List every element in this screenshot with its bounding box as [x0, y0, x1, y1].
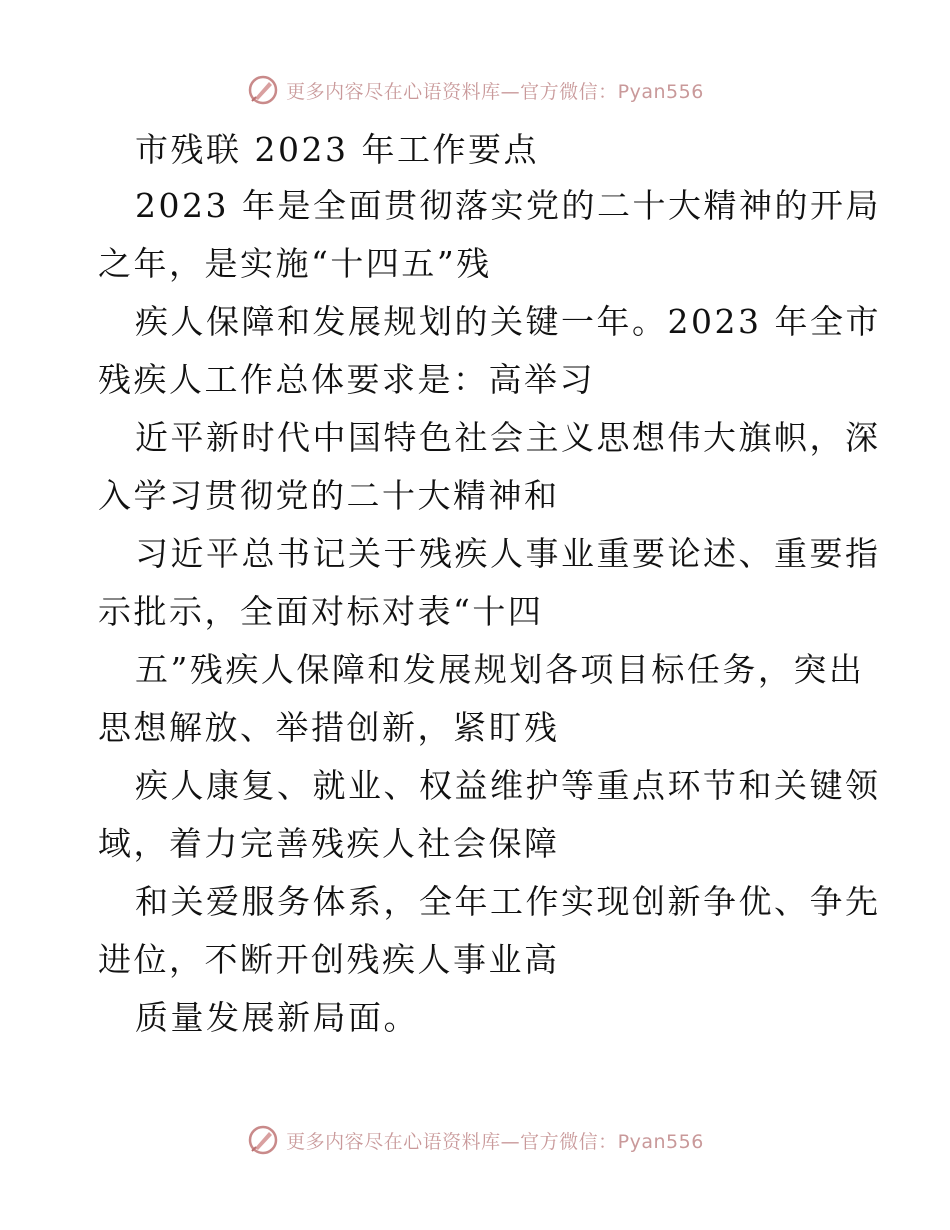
paragraph-line: 入学习贯彻党的二十大精神和 — [98, 476, 560, 515]
paragraph-line: 思想解放、举措创新，紧盯残 — [98, 708, 560, 747]
paragraph-line: 疾人康复、就业、权益维护等重点环节和关键领 — [135, 766, 881, 805]
document-title: 市残联 2023 年工作要点 — [135, 130, 539, 169]
paragraph-line: 五”残疾人保障和发展规划各项目标任务，突出 — [135, 650, 865, 689]
paragraph-line: 残疾人工作总体要求是：高举习 — [98, 360, 595, 399]
paragraph-line: 示批示，全面对标对表“十四 — [98, 592, 544, 631]
footer-watermark — [0, 1122, 950, 1158]
paragraph-line: 近平新时代中国特色社会主义思想伟大旗帜，深 — [135, 418, 881, 457]
quill-pen-logo-icon — [246, 1123, 280, 1157]
paragraph-line: 和关爱服务体系，全年工作实现创新争优、争先 — [135, 882, 881, 921]
paragraph-line: 习近平总书记关于残疾人事业重要论述、重要指 — [135, 534, 881, 573]
paragraph-line: 2023 年是全面贯彻落实党的二十大精神的开局 — [135, 186, 881, 225]
watermark-text: 更多内容尽在心语资料库—官方微信：Pyan556 — [286, 1130, 704, 1153]
watermark-text: 更多内容尽在心语资料库—官方微信：Pyan556 — [286, 80, 704, 103]
quill-pen-logo-icon — [246, 73, 280, 107]
paragraph-line: 进位，不断开创残疾人事业高 — [98, 940, 560, 979]
paragraph-line: 疾人保障和发展规划的关键一年。2023 年全市 — [135, 302, 881, 341]
paragraph-line: 质量发展新局面。 — [135, 998, 419, 1037]
paragraph-line: 域，着力完善残疾人社会保障 — [98, 824, 560, 863]
paragraph-line: 之年，是实施“十四五”残 — [98, 244, 492, 283]
header-watermark — [0, 72, 950, 108]
